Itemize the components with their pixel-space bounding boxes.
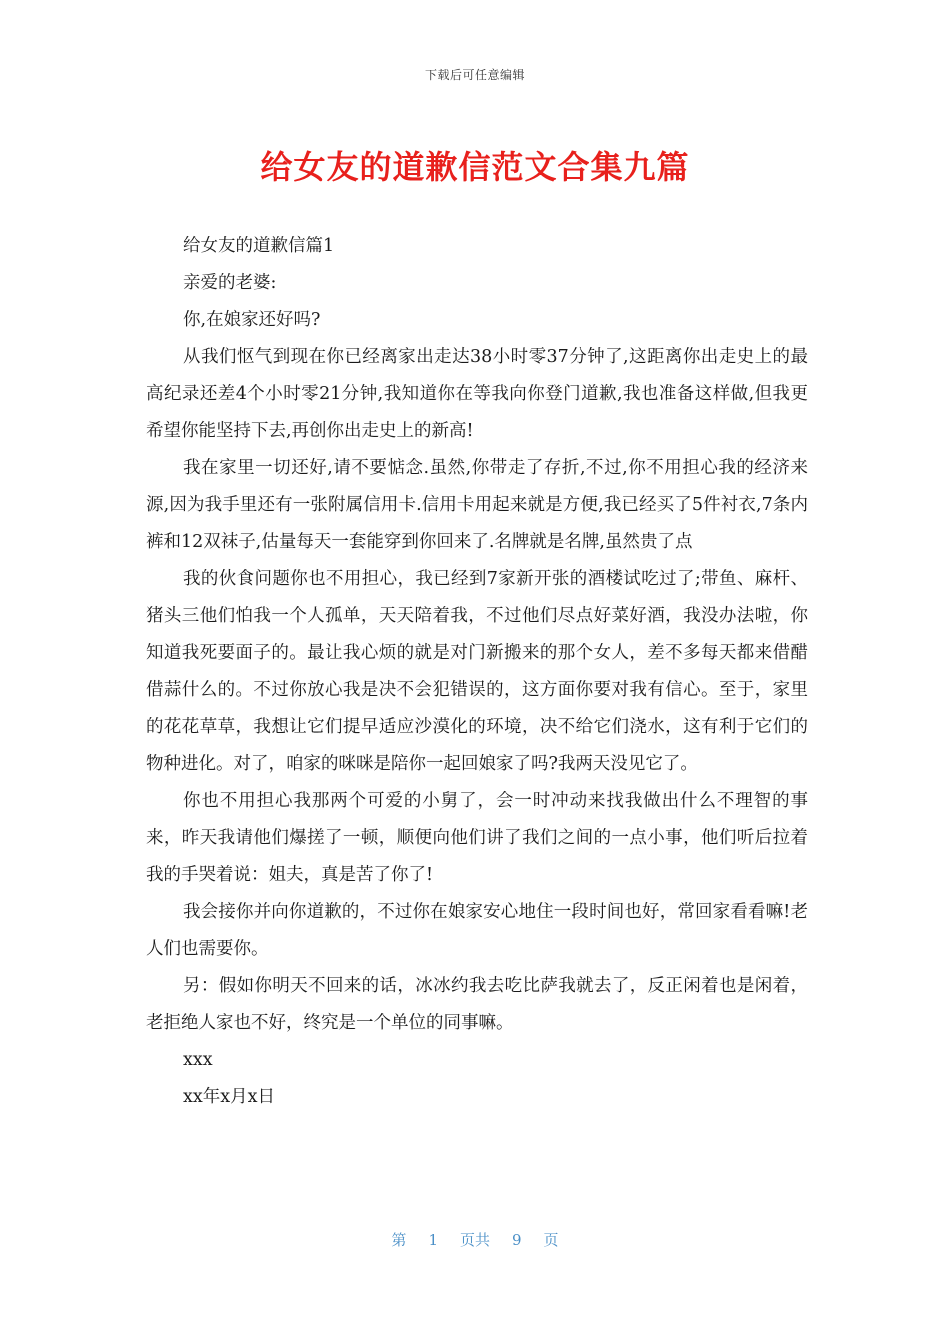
page-number: 1 <box>428 1231 438 1249</box>
total-label: 页共 <box>459 1231 490 1249</box>
header-note: 下载后可任意编辑 <box>424 68 525 82</box>
paragraph: 你也不用担心我那两个可爱的小舅了，会一时冲动来找我做出什么不理智的事来，昨天我请他们爆搓了一顿，顺便向他们讲了我们之间的一点小事，他们听后拉着我的手哭着说：姐夫，真是苦了你了! <box>146 791 808 885</box>
document-body <box>146 228 808 1116</box>
paragraph: 你,在娘家还好吗? <box>183 310 321 330</box>
document-title: 给女友的道歉信范文合集九篇 <box>260 148 690 186</box>
total-pages: 9 <box>512 1231 522 1249</box>
salutation: 亲爱的老婆: <box>183 273 277 293</box>
signature: xxx <box>183 1050 213 1070</box>
paragraph: 从我们怄气到现在你已经离家出走达38小时零37分钟了,这距离你出走史上的最高纪录还差4个小时零21分钟,我知道你在等我向你登门道歉,我也准备这样做,但我更希望你能坚持下去,再创你出走史上的新高! <box>146 347 808 441</box>
page-footer <box>0 1229 950 1250</box>
paragraph: 我的伙食问题你也不用担心，我已经到7家新开张的酒楼试吃过了;带鱼、麻杆、猪头三他们怕我一个人孤单，天天陪着我，不过他们尽点好菜好酒，我没办法啦，你知道我死要面子的。最让我心烦的就是对门新搬来的那个女人，差不多每天都来借醋借蒜什么的。不过你放心我是决不会犯错误的，这方面你要对我有信心。至于，家里的花花草草，我想让它们提早适应沙漠化的环境，决不给它们浇水，这有利于它们的物种进化。对了，咱家的咪咪是陪你一起回娘家了吗?我两天没见它了。 <box>146 569 808 774</box>
date-line: xx年x月x日 <box>183 1087 275 1107</box>
paragraph: 另：假如你明天不回来的话，冰冰约我去吃比萨我就去了，反正闲着也是闲着，老拒绝人家也不好，终究是一个单位的同事嘛。 <box>146 976 808 1033</box>
paragraph: 我会接你并向你道歉的，不过你在娘家安心地住一段时间也好，常回家看看嘛!老人们也需要你。 <box>146 902 808 959</box>
page-label: 第 <box>391 1231 407 1249</box>
paragraph: 我在家里一切还好,请不要惦念.虽然,你带走了存折,不过,你不用担心我的经济来源,因为我手里还有一张附属信用卡.信用卡用起来就是方便,我已经买了5件衬衣,7条内裤和12双袜子,估量每天一套能穿到你回来了.名牌就是名牌,虽然贵了点 <box>146 458 808 552</box>
section-heading: 给女友的道歉信篇1 <box>183 236 335 256</box>
page-suffix: 页 <box>543 1231 559 1249</box>
